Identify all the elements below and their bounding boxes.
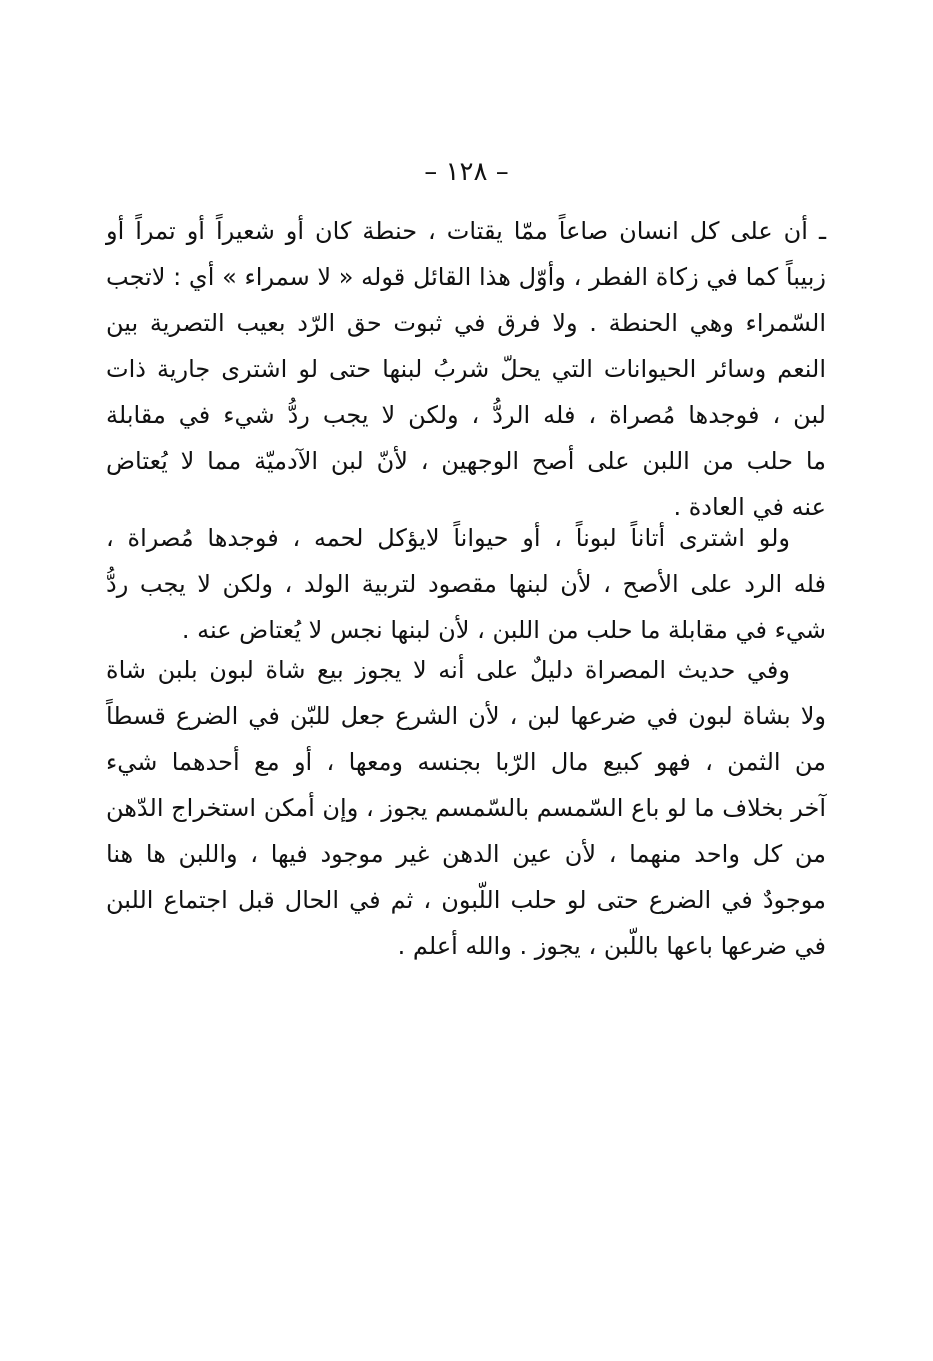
text-line: عنه في العادة . bbox=[673, 493, 826, 521]
paragraph-2 bbox=[106, 515, 826, 653]
paragraph-1 bbox=[106, 208, 826, 530]
text-line: ما حلب من اللبن على أصح الوجهين ، لأنّ لبن الآدميّة مما لا يُعتاض bbox=[106, 447, 826, 475]
text-line: من الثمن ، فهو كبيع مال الرّبا بجنسه ومعها ، أو مع أحدهما شيء bbox=[106, 748, 826, 776]
text-line: شيء في مقابلة ما حلب من اللبن ، لأن لبنها نجس لا يُعتاض عنه . bbox=[181, 616, 826, 644]
text-line: السّمراء وهي الحنطة . ولا فرق في ثبوت حق الرّد بعيب التصرية بين bbox=[106, 309, 826, 337]
text-line: النعم وسائر الحيوانات التي يحلّ شربُ لبنها حتى لو اشترى جارية ذات bbox=[106, 355, 826, 383]
text-line: لبن ، فوجدها مُصراة ، فله الردُّ ، ولكن لا يجب ردُّ شيء في مقابلة bbox=[106, 401, 826, 429]
text-line: ولا بشاة لبون في ضرعها لبن ، لأن الشرع جعل للبّن في الضرع قسطاً bbox=[106, 702, 826, 730]
paragraph-3 bbox=[106, 647, 826, 969]
text-line: موجودٌ في الضرع حتى لو حلب اللّبون ، ثم في الحال قبل اجتماع اللبن bbox=[106, 886, 826, 914]
text-line: آخر بخلاف ما لو باع السّمسم بالسّمسم يجوز ، وإن أمكن استخراج الدّهن bbox=[106, 794, 826, 822]
text-line: ـ أن على كل انسان صاعاً ممّا يقتات ، حنطة كان أو شعيراً أو تمراً أو bbox=[106, 217, 826, 245]
text-line: وفي حديث المصراة دليلٌ على أنه لا يجوز بيع شاة لبون بلبن شاة bbox=[106, 656, 790, 684]
text-line: زبيباً كما في زكاة الفطر ، وأوّل هذا القائل قوله « لا سمراء » أي : لاتجب bbox=[106, 263, 826, 291]
page-number: – ١٢٨ – bbox=[424, 157, 509, 187]
text-line: من كل واحد منهما ، لأن عين الدهن غير موجود فيها ، واللبن ها هنا bbox=[106, 840, 826, 868]
text-line: في ضرعها باعها باللّبن ، يجوز . والله أعلم . bbox=[397, 932, 826, 960]
text-line: ولو اشترى أتاناً لبوناً ، أو حيواناً لايؤكل لحمه ، فوجدها مُصراة ، bbox=[106, 524, 790, 552]
text-line: فله الرد على الأصح ، لأن لبنها مقصود لتربية الولد ، ولكن لا يجب ردُّ bbox=[106, 570, 826, 598]
